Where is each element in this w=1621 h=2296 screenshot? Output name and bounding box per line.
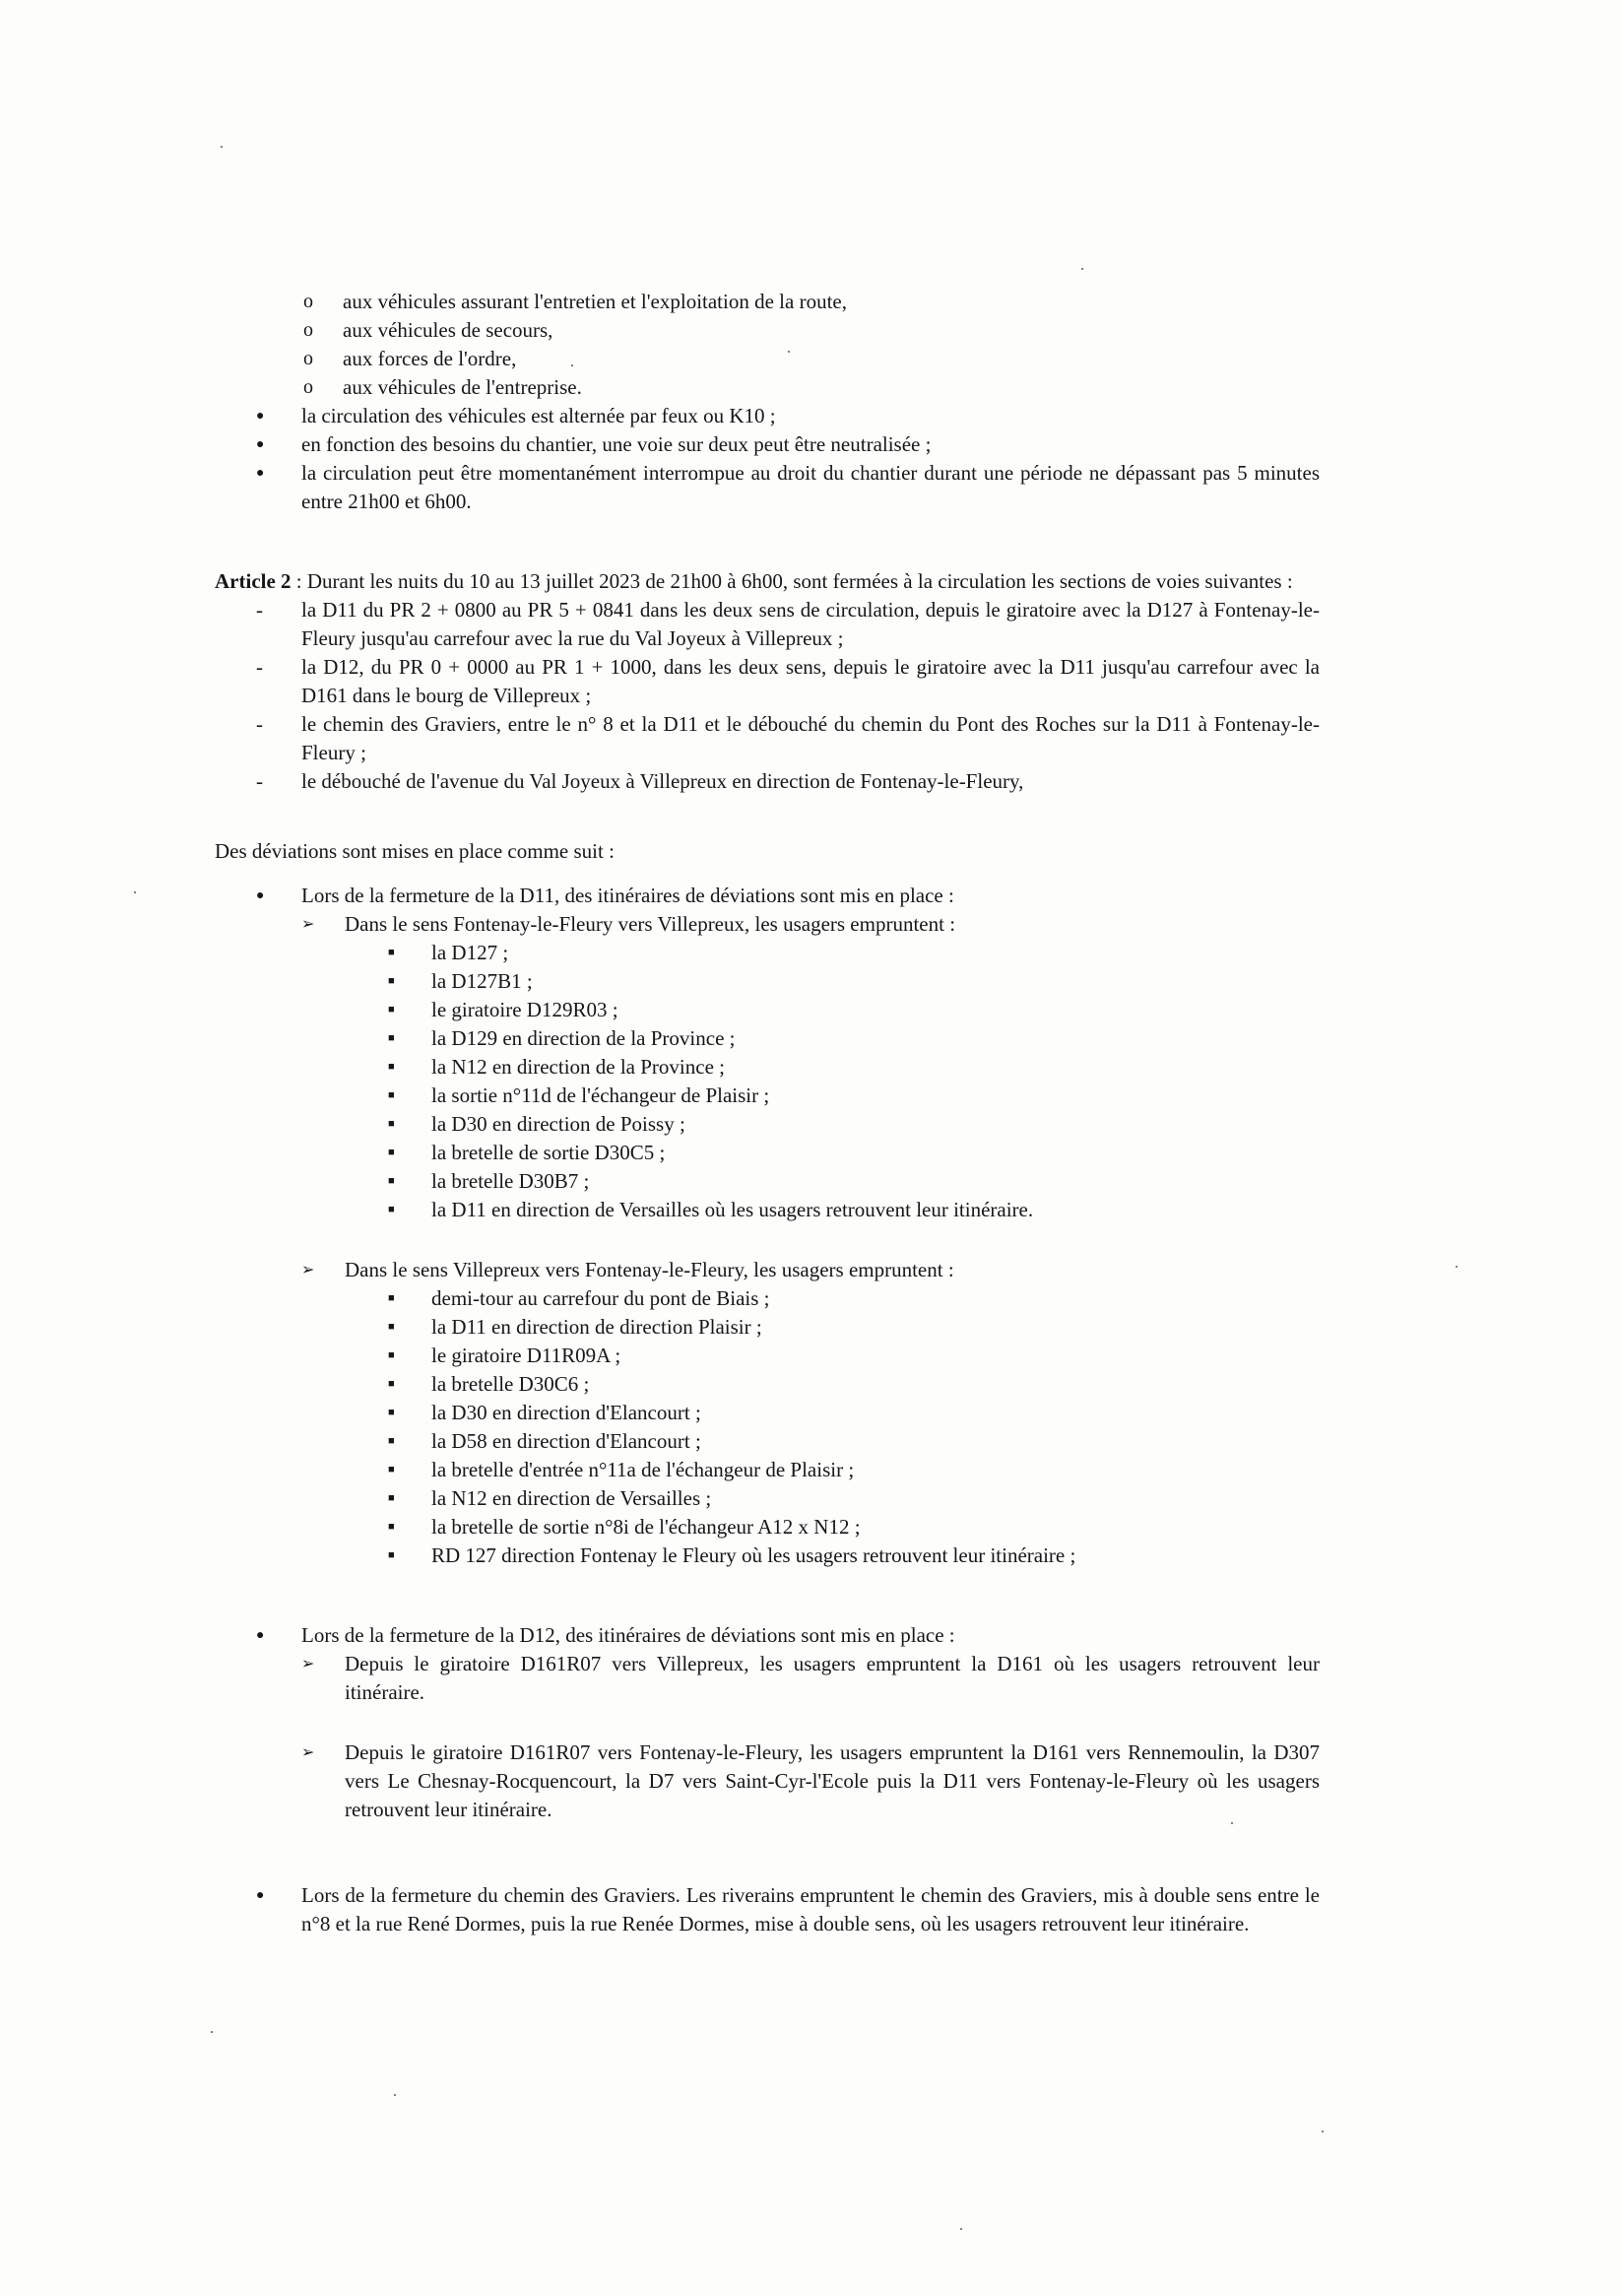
scan-speck bbox=[211, 2031, 213, 2033]
route-step: ■ la bretelle de sortie D30C5 ; bbox=[431, 1139, 1320, 1167]
square-bullet-icon: ■ bbox=[388, 1321, 395, 1333]
d11-closure-title: Lors de la fermeture de la D11, des itinéraires de déviations sont mis en place : bbox=[301, 884, 954, 907]
route-step: ■ la D11 en direction de direction Plaisir ; bbox=[431, 1313, 1320, 1342]
route-step: ■ la D58 en direction d'Elancourt ; bbox=[431, 1427, 1320, 1456]
route-step: ■ le giratoire D11R09A ; bbox=[431, 1342, 1320, 1370]
list-item: - la D12, du PR 0 + 0000 au PR 1 + 1000, dans les deux sens, depuis le giratoire avec la D11 jusqu'au carrefour avec la D161 dans le bourg de Villepreux ; bbox=[256, 655, 1320, 707]
scan-speck bbox=[1081, 268, 1083, 270]
square-bullet-icon: ■ bbox=[388, 1492, 395, 1504]
route-steps-list bbox=[345, 1284, 1320, 1570]
scan-speck bbox=[221, 146, 223, 148]
dot-bullet-icon: ● bbox=[256, 888, 265, 903]
route-step: ■ la bretelle de sortie n°8i de l'échangeur A12 x N12 ; bbox=[431, 1513, 1320, 1542]
d12-directions-list bbox=[301, 1650, 1320, 1824]
circle-bullet-icon: o bbox=[303, 291, 313, 312]
route-step: ■ la D30 en direction de Poissy ; bbox=[431, 1110, 1320, 1139]
square-bullet-icon: ■ bbox=[388, 1464, 395, 1476]
arrow-bullet-icon: ➢ bbox=[301, 1262, 315, 1279]
list-item: ● en fonction des besoins du chantier, une voie sur deux peut être neutralisée ; bbox=[301, 430, 1320, 459]
d12-closure-title: Lors de la fermeture de la D12, des itinéraires de déviations sont mis en place : bbox=[301, 1623, 955, 1647]
list-item: - le débouché de l'avenue du Val Joyeux à Villepreux en direction de Fontenay-le-Fleury, bbox=[301, 767, 1320, 796]
square-bullet-icon: ■ bbox=[388, 1378, 395, 1390]
square-bullet-icon: ■ bbox=[388, 1032, 395, 1044]
square-bullet-icon: ■ bbox=[388, 1407, 395, 1418]
scan-speck bbox=[1456, 1266, 1458, 1268]
circulation-conditions-list bbox=[215, 402, 1320, 516]
square-bullet-icon: ■ bbox=[388, 1435, 395, 1447]
square-bullet-icon: ■ bbox=[388, 1089, 395, 1101]
arrow-bullet-icon: ➢ bbox=[301, 916, 315, 933]
d12-closure-item bbox=[256, 1621, 1320, 1824]
circle-bullet-icon: o bbox=[303, 319, 313, 341]
graviers-closure-item: ● Lors de la fermeture du chemin des Graviers. Les riverains empruntent le chemin des Graviers, mis à double sens entre le n°8 et la rue René Dormes, puis la rue Renée Dormes, mise à double sens, où les usagers retrouvent leur itinéraire. bbox=[256, 1883, 1320, 1935]
scan-speck bbox=[1322, 2131, 1324, 2132]
direction-title: Dans le sens Fontenay-le-Fleury vers Villepreux, les usagers empruntent : bbox=[345, 912, 956, 936]
list-item: - le chemin des Graviers, entre le n° 8 et la D11 et le débouché du chemin du Pont des Roches sur la D11 à Fontenay-le-Fleury ; bbox=[256, 712, 1320, 764]
route-step: ■ la sortie n°11d de l'échangeur de Plaisir ; bbox=[431, 1082, 1320, 1110]
article-2-paragraph: Article 2 : Durant les nuits du 10 au 13 juillet 2023 de 21h00 à 6h00, sont fermées à la circulation les sections de voies suivantes : bbox=[215, 569, 1293, 593]
dash-bullet-icon: - bbox=[256, 655, 263, 679]
dot-bullet-icon: ● bbox=[256, 437, 265, 452]
arrow-bullet-icon: ➢ bbox=[301, 1656, 315, 1673]
scan-speck bbox=[394, 2094, 396, 2096]
d12-direction-2: ➢ Depuis le giratoire D161R07 vers Fontenay-le-Fleury, les usagers empruntent la D161 vers Rennemoulin, la D307 vers Le Chesnay-Rocquencourt, la D7 vers Saint-Cyr-l'Ecole puis la D11 vers Fontenay-le-Fleury où les usagers retrouvent leur itinéraire. bbox=[301, 1740, 1320, 1821]
d11-directions-list bbox=[301, 910, 1320, 1570]
square-bullet-icon: ■ bbox=[388, 1549, 395, 1561]
square-bullet-icon: ■ bbox=[388, 1521, 395, 1533]
route-steps-list bbox=[345, 939, 1320, 1224]
route-step: ■ demi-tour au carrefour du pont de Biais ; bbox=[431, 1284, 1320, 1313]
square-bullet-icon: ■ bbox=[388, 1292, 395, 1304]
dot-bullet-icon: ● bbox=[256, 1888, 265, 1903]
direction-title: Dans le sens Villepreux vers Fontenay-le-Fleury, les usagers empruntent : bbox=[345, 1258, 954, 1281]
d11-closure-item bbox=[256, 882, 1320, 1570]
article-label: Article 2 bbox=[215, 569, 292, 593]
list-item: - la D11 du PR 2 + 0800 au PR 5 + 0841 dans les deux sens de circulation, depuis le giratoire avec la D127 à Fontenay-le-Fleury jusqu'au carrefour avec la rue du Val Joyeux à Villepreux ; bbox=[256, 598, 1320, 650]
square-bullet-icon: ■ bbox=[388, 947, 395, 958]
scan-speck bbox=[134, 891, 136, 893]
d11-direction-1 bbox=[301, 910, 1320, 1224]
route-step: ■ la bretelle D30C6 ; bbox=[431, 1370, 1320, 1399]
square-bullet-icon: ■ bbox=[388, 1118, 395, 1130]
route-step: ■ la N12 en direction de la Province ; bbox=[431, 1053, 1320, 1082]
route-step: ■ la N12 en direction de Versailles ; bbox=[431, 1484, 1320, 1513]
d11-direction-2 bbox=[301, 1256, 1320, 1570]
scan-speck bbox=[960, 2228, 962, 2230]
dash-bullet-icon: - bbox=[256, 769, 263, 793]
square-bullet-icon: ■ bbox=[388, 1004, 395, 1016]
list-item: o aux forces de l'ordre, bbox=[343, 345, 1320, 373]
dash-bullet-icon: - bbox=[256, 712, 263, 736]
dot-bullet-icon: ● bbox=[256, 466, 265, 481]
route-step: ■ le giratoire D129R03 ; bbox=[431, 996, 1320, 1024]
route-step: ■ RD 127 direction Fontenay le Fleury où les usagers retrouvent leur itinéraire ; bbox=[431, 1542, 1320, 1570]
route-step: ■ la bretelle d'entrée n°11a de l'échangeur de Plaisir ; bbox=[431, 1456, 1320, 1484]
list-item: o aux véhicules assurant l'entretien et l'exploitation de la route, bbox=[343, 288, 1320, 316]
route-step: ■ la D127 ; bbox=[431, 939, 1320, 967]
route-step: ■ la D129 en direction de la Province ; bbox=[431, 1024, 1320, 1053]
square-bullet-icon: ■ bbox=[388, 1204, 395, 1215]
route-step: ■ la D30 en direction d'Elancourt ; bbox=[431, 1399, 1320, 1427]
d12-direction-1: ➢ Depuis le giratoire D161R07 vers Villepreux, les usagers empruntent la D161 où les usagers retrouvent leur itinéraire. bbox=[301, 1652, 1320, 1704]
square-bullet-icon: ■ bbox=[388, 1147, 395, 1158]
square-bullet-icon: ■ bbox=[388, 975, 395, 987]
square-bullet-icon: ■ bbox=[388, 1349, 395, 1361]
list-item: o aux véhicules de l'entreprise. bbox=[343, 373, 1320, 402]
authorized-vehicles-list bbox=[215, 288, 1320, 402]
square-bullet-icon: ■ bbox=[388, 1175, 395, 1187]
list-item: o aux véhicules de secours, bbox=[343, 316, 1320, 345]
route-step: ■ la D127B1 ; bbox=[431, 967, 1320, 996]
closed-sections-list bbox=[215, 596, 1320, 796]
route-step: ■ la bretelle D30B7 ; bbox=[431, 1167, 1320, 1196]
document-body bbox=[215, 288, 1320, 1938]
arrow-bullet-icon: ➢ bbox=[301, 1744, 315, 1761]
list-item: ● la circulation peut être momentanément interrompue au droit du chantier durant une période ne dépassant pas 5 minutes entre 21h00 et 6h00. bbox=[256, 461, 1320, 513]
dash-bullet-icon: - bbox=[256, 598, 263, 622]
square-bullet-icon: ■ bbox=[388, 1061, 395, 1073]
route-step: ■ la D11 en direction de Versailles où les usagers retrouvent leur itinéraire. bbox=[431, 1196, 1320, 1224]
deviations-intro: Des déviations sont mises en place comme suit : bbox=[215, 839, 615, 863]
dot-bullet-icon: ● bbox=[256, 409, 265, 424]
deviations-list bbox=[215, 882, 1320, 1938]
circle-bullet-icon: o bbox=[303, 348, 313, 369]
circle-bullet-icon: o bbox=[303, 376, 313, 398]
list-item: ● la circulation des véhicules est alternée par feux ou K10 ; bbox=[301, 402, 1320, 430]
dot-bullet-icon: ● bbox=[256, 1628, 265, 1643]
